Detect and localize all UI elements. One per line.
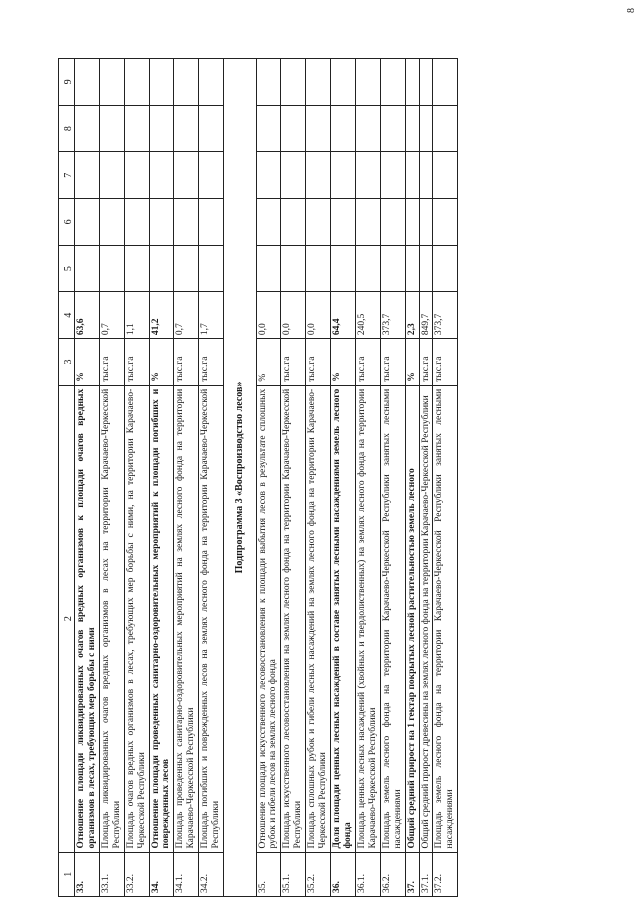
empty-cell xyxy=(75,245,100,292)
unit-cell: тыс.га xyxy=(281,339,306,386)
table-row xyxy=(75,59,100,897)
table-row xyxy=(124,59,149,897)
empty-cell xyxy=(199,245,224,292)
empty-cell xyxy=(306,105,331,152)
indicator-name: Отношение площади проведенных санитарно-оздоровительных мероприятий к площади погибших и поврежденных лесов xyxy=(149,385,174,852)
value-cell: 0,0 xyxy=(256,292,281,339)
empty-cell xyxy=(405,245,419,292)
empty-cell xyxy=(174,152,199,199)
header-cell: 5 xyxy=(59,245,75,292)
unit-cell: % xyxy=(149,339,174,386)
unit-cell: % xyxy=(256,339,281,386)
empty-cell xyxy=(433,152,458,199)
empty-cell xyxy=(124,245,149,292)
row-number: 34.1. xyxy=(174,852,199,896)
row-number: 35.1. xyxy=(281,852,306,896)
value-cell: 0,7 xyxy=(174,292,199,339)
table-row xyxy=(256,59,281,897)
empty-cell xyxy=(281,105,306,152)
value-cell: 64,4 xyxy=(331,292,356,339)
empty-cell xyxy=(199,152,224,199)
empty-cell xyxy=(99,152,124,199)
header-cell: 6 xyxy=(59,199,75,246)
indicator-name: Общий средний прирост на 1 гектар покрытых лесной растительностью земель лесного xyxy=(405,385,419,852)
empty-cell xyxy=(306,152,331,199)
value-cell: 0,0 xyxy=(281,292,306,339)
unit-cell: тыс.га xyxy=(433,339,458,386)
unit-cell: тыс.га xyxy=(355,339,380,386)
row-number: 36.1. xyxy=(355,852,380,896)
empty-cell xyxy=(355,245,380,292)
empty-cell xyxy=(433,105,458,152)
indicator-name: Доля площади ценных лесных насаждений в составе занятых лесными насаждениями земель лесного фонда xyxy=(331,385,356,852)
empty-cell xyxy=(281,199,306,246)
value-cell: 1,7 xyxy=(199,292,224,339)
empty-cell xyxy=(75,152,100,199)
row-number: 34. xyxy=(149,852,174,896)
empty-cell xyxy=(199,59,224,106)
empty-cell xyxy=(355,152,380,199)
empty-cell xyxy=(331,245,356,292)
empty-cell xyxy=(75,105,100,152)
row-number: 33.1. xyxy=(99,852,124,896)
indicator-name: Отношение площади искусственного лесовосстановления к площади выбытия лесов в результате сплошных рубок и гибели лесов на землях лесного фонда xyxy=(256,385,281,852)
empty-cell xyxy=(306,245,331,292)
empty-cell xyxy=(281,152,306,199)
empty-cell xyxy=(174,199,199,246)
value-cell: 0,7 xyxy=(99,292,124,339)
empty-cell xyxy=(419,245,433,292)
empty-cell xyxy=(405,105,419,152)
table-row xyxy=(306,59,331,897)
unit-cell: тыс.га xyxy=(174,339,199,386)
indicator-name: Площадь земель лесного фонда на территории Карачаево-Черкесской Республики занятых лесными насаждениями xyxy=(433,385,458,852)
unit-cell: % xyxy=(331,339,356,386)
empty-cell xyxy=(433,59,458,106)
empty-cell xyxy=(419,105,433,152)
empty-cell xyxy=(405,152,419,199)
header-cell: 2 xyxy=(59,385,75,852)
empty-cell xyxy=(99,105,124,152)
row-number: 33. xyxy=(75,852,100,896)
empty-cell xyxy=(124,199,149,246)
table-row xyxy=(433,59,458,897)
row-number: 37.1. xyxy=(419,852,433,896)
row-number: 37.2. xyxy=(433,852,458,896)
empty-cell xyxy=(124,59,149,106)
table-row xyxy=(99,59,124,897)
row-number: 35.2. xyxy=(306,852,331,896)
value-cell: 373,7 xyxy=(433,292,458,339)
unit-cell: тыс.га xyxy=(419,339,433,386)
empty-cell xyxy=(405,59,419,106)
row-number: 34.2. xyxy=(199,852,224,896)
empty-cell xyxy=(174,59,199,106)
value-cell: 1,1 xyxy=(124,292,149,339)
empty-cell xyxy=(355,105,380,152)
value-cell: 2,3 xyxy=(405,292,419,339)
unit-cell: тыс.га xyxy=(124,339,149,386)
empty-cell xyxy=(124,105,149,152)
empty-cell xyxy=(331,59,356,106)
empty-cell xyxy=(256,105,281,152)
value-cell: 41,2 xyxy=(149,292,174,339)
row-number: 36.2. xyxy=(380,852,405,896)
indicator-name: Площадь погибших и поврежденных лесов на землях лесного фонда на территории Карачаево-Черкесской Республики xyxy=(199,385,224,852)
empty-cell xyxy=(256,59,281,106)
header-cell: 9 xyxy=(59,59,75,106)
empty-cell xyxy=(174,245,199,292)
empty-cell xyxy=(281,59,306,106)
empty-cell xyxy=(199,199,224,246)
table-row xyxy=(419,59,433,897)
empty-cell xyxy=(149,199,174,246)
empty-cell xyxy=(149,245,174,292)
table-row xyxy=(281,59,306,897)
header-cell: 3 xyxy=(59,339,75,386)
empty-cell xyxy=(306,59,331,106)
value-cell: 63,6 xyxy=(75,292,100,339)
empty-cell xyxy=(419,152,433,199)
header-cell: 1 xyxy=(59,852,75,896)
section-title: Подпрограмма 3 «Воспроизводство лесов» xyxy=(224,59,257,897)
value-cell: 849,7 xyxy=(419,292,433,339)
empty-cell xyxy=(380,199,405,246)
indicator-name: Общий средний прирост древесины на землях лесного фонда на территории Карачаево-Черкесской Республики xyxy=(419,385,433,852)
empty-cell xyxy=(75,59,100,106)
header-cell: 4 xyxy=(59,292,75,339)
page-number: 8 xyxy=(626,8,637,13)
indicator-name: Площадь земель лесного фонда на территории Карачаево-Черкесской Республики занятых лесными насаждениями xyxy=(380,385,405,852)
table-row xyxy=(149,59,174,897)
table-body xyxy=(59,59,458,897)
row-number: 35. xyxy=(256,852,281,896)
value-cell: 373,7 xyxy=(380,292,405,339)
empty-cell xyxy=(331,105,356,152)
indicator-name: Площадь сплошных рубок и гибели лесных насаждений на землях лесного фонда на территории Карачаево-Черкесской Республики xyxy=(306,385,331,852)
empty-cell xyxy=(355,59,380,106)
row-number: 36. xyxy=(331,852,356,896)
indicators-table xyxy=(58,58,458,897)
table-row xyxy=(331,59,356,897)
table-row xyxy=(405,59,419,897)
empty-cell xyxy=(405,199,419,246)
empty-cell xyxy=(256,152,281,199)
empty-cell xyxy=(355,199,380,246)
empty-cell xyxy=(199,105,224,152)
empty-cell xyxy=(380,59,405,106)
empty-cell xyxy=(380,245,405,292)
table-row xyxy=(174,59,199,897)
empty-cell xyxy=(306,199,331,246)
value-cell: 0,0 xyxy=(306,292,331,339)
unit-cell: % xyxy=(75,339,100,386)
unit-cell: тыс.га xyxy=(99,339,124,386)
header-cell: 8 xyxy=(59,105,75,152)
empty-cell xyxy=(149,152,174,199)
header-cell: 7 xyxy=(59,152,75,199)
empty-cell xyxy=(433,199,458,246)
empty-cell xyxy=(149,105,174,152)
empty-cell xyxy=(419,59,433,106)
empty-cell xyxy=(281,245,306,292)
empty-cell xyxy=(256,199,281,246)
indicator-name: Площадь проведенных санитарно-оздоровительных мероприятий на землях лесного фонда на территории Карачаево-Черкесской Республики xyxy=(174,385,199,852)
empty-cell xyxy=(331,199,356,246)
empty-cell xyxy=(380,152,405,199)
empty-cell xyxy=(419,199,433,246)
indicator-name: Площадь ликвидированных очагов вредных организмов в лесах на территории Карачаево-Черкесской Республики xyxy=(99,385,124,852)
indicator-name: Площадь очагов вредных организмов в лесах, требующих мер борьбы с ними, на территории Карачаево-Черкесской Республики xyxy=(124,385,149,852)
row-number: 37. xyxy=(405,852,419,896)
indicator-name: Отношение площади ликвидированных очагов вредных организмов к площади очагов вредных организмов в лесах, требующих мер борьбы с ними xyxy=(75,385,100,852)
unit-cell: % xyxy=(405,339,419,386)
indicator-name: Площадь ценных лесных насаждений (хвойных и твердолиственных) на землях лесного фонда на территории Карачаево-Черкесской Республики xyxy=(355,385,380,852)
table-row xyxy=(355,59,380,897)
empty-cell xyxy=(149,59,174,106)
empty-cell xyxy=(99,199,124,246)
empty-cell xyxy=(433,245,458,292)
unit-cell: тыс.га xyxy=(306,339,331,386)
empty-cell xyxy=(75,199,100,246)
header-row xyxy=(59,59,75,897)
empty-cell xyxy=(99,59,124,106)
row-number: 33.2. xyxy=(124,852,149,896)
unit-cell: тыс.га xyxy=(380,339,405,386)
empty-cell xyxy=(174,105,199,152)
table-row xyxy=(199,59,224,897)
empty-cell xyxy=(124,152,149,199)
section-row xyxy=(224,59,257,897)
table-row xyxy=(380,59,405,897)
unit-cell: тыс.га xyxy=(199,339,224,386)
empty-cell xyxy=(256,245,281,292)
empty-cell xyxy=(99,245,124,292)
empty-cell xyxy=(380,105,405,152)
indicator-name: Площадь искусственного лесовосстановления на землях лесного фонда на территории Карачаево-Черкесской Республики xyxy=(281,385,306,852)
empty-cell xyxy=(331,152,356,199)
value-cell: 240,5 xyxy=(355,292,380,339)
